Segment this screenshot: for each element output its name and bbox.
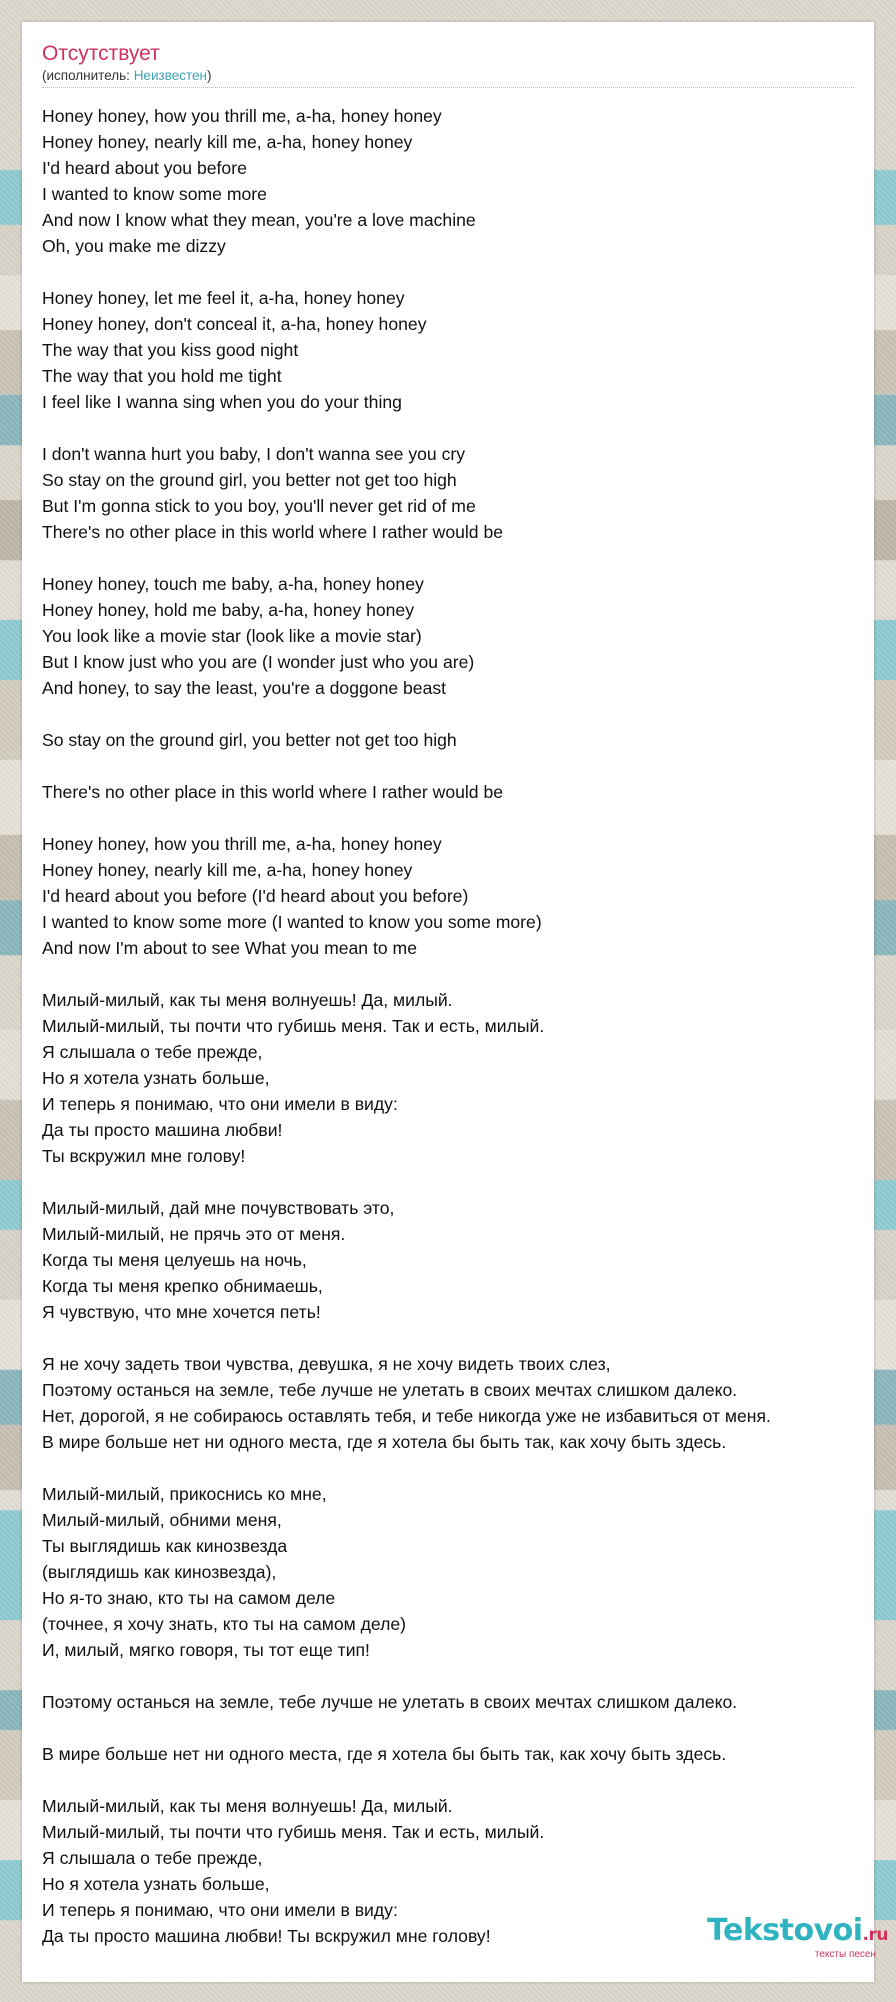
- lyrics-body: [42, 103, 896, 1949]
- lyric-line: Когда ты меня крепко обнимаешь,: [42, 1276, 323, 1296]
- lyric-line: The way that you hold me tight: [42, 366, 282, 386]
- blank-line: [42, 1169, 896, 1195]
- lyric-line: And honey, to say the least, you're a doggone beast: [42, 678, 447, 698]
- lyric-line: Да ты просто машина любви! Ты вскружил мне голову!: [42, 1926, 491, 1946]
- lyric-line: There's no other place in this world where I rather would be: [42, 522, 504, 542]
- lyric-line: Нет, дорогой, я не собираюсь оставлять тебя, и тебе никогда уже не избавиться от меня.: [42, 1406, 771, 1426]
- logo-name: Tekstovoi: [707, 1913, 863, 1948]
- lyric-line: Honey honey, touch me baby, a-ha, honey honey: [42, 574, 424, 594]
- lyric-line: Я не хочу задеть твои чувства, девушка, я не хочу видеть твоих слез,: [42, 1354, 611, 1374]
- content-panel: [22, 22, 874, 1982]
- artist-line: [42, 67, 854, 85]
- blank-line: [42, 1663, 896, 1689]
- lyric-line: I feel like I wanna sing when you do your thing: [42, 392, 402, 412]
- lyric-line: Да ты просто машина любви!: [42, 1120, 283, 1140]
- site-logo[interactable]: [707, 1913, 888, 1960]
- artist-link[interactable]: Неизвестен: [133, 68, 207, 83]
- lyric-line: Honey honey, how you thrill me, a-ha, honey honey: [42, 106, 442, 126]
- logo-wordmark: [707, 1913, 888, 1950]
- blank-line: [42, 753, 896, 779]
- lyric-line: Милый-милый, обними меня,: [42, 1510, 282, 1530]
- blank-line: [42, 1715, 896, 1741]
- lyric-line: Милый-милый, прикоснись ко мне,: [42, 1484, 327, 1504]
- lyric-line: Милый-милый, как ты меня волнуешь! Да, милый.: [42, 1796, 453, 1816]
- song-title: Отсутствует: [42, 42, 160, 65]
- lyric-line: И теперь я понимаю, что они имели в виду:: [42, 1094, 398, 1114]
- lyric-line: Милый-милый, ты почти что губишь меня. Так и есть, милый.: [42, 1016, 545, 1036]
- lyric-line: Oh, you make me dizzy: [42, 236, 226, 256]
- lyric-line: В мире больше нет ни одного места, где я хотела бы быть так, как хочу быть здесь.: [42, 1432, 727, 1452]
- lyric-line: Ты выглядишь как кинозвезда: [42, 1536, 288, 1556]
- lyric-line: Honey honey, hold me baby, a-ha, honey honey: [42, 600, 415, 620]
- lyric-line: И теперь я понимаю, что они имели в виду:: [42, 1900, 398, 1920]
- logo-tld: .ru: [862, 1925, 888, 1945]
- blank-line: [42, 1455, 896, 1481]
- lyric-line: И, милый, мягко говоря, ты тот еще тип!: [42, 1640, 370, 1660]
- blank-line: [42, 415, 896, 441]
- blank-line: [42, 805, 896, 831]
- lyric-line: (выглядишь как кинозвезда),: [42, 1562, 277, 1582]
- lyric-line: Милый-милый, как ты меня волнуешь! Да, милый.: [42, 990, 453, 1010]
- artist-prefix: (исполнитель:: [42, 68, 134, 83]
- song-header: [42, 40, 854, 88]
- blank-line: [42, 545, 896, 571]
- lyric-line: Но я-то знаю, кто ты на самом деле: [42, 1588, 336, 1608]
- lyric-line: I don't wanna hurt you baby, I don't wanna see you cry: [42, 444, 466, 464]
- lyric-line: Honey honey, don't conceal it, a-ha, honey honey: [42, 314, 427, 334]
- lyric-line: The way that you kiss good night: [42, 340, 299, 360]
- lyric-line: I'd heard about you before: [42, 158, 247, 178]
- lyric-line: Когда ты меня целуешь на ночь,: [42, 1250, 307, 1270]
- blank-line: [42, 1767, 896, 1793]
- lyric-line: But I know just who you are (I wonder just who you are): [42, 652, 475, 672]
- lyric-line: So stay on the ground girl, you better not get too high: [42, 730, 457, 750]
- lyric-line: Но я хотела узнать больше,: [42, 1874, 270, 1894]
- lyric-line: Honey honey, nearly kill me, a-ha, honey honey: [42, 860, 413, 880]
- blank-line: [42, 259, 896, 285]
- lyric-line: But I'm gonna stick to you boy, you'll never get rid of me: [42, 496, 476, 516]
- lyric-line: Honey honey, nearly kill me, a-ha, honey honey: [42, 132, 413, 152]
- lyric-line: В мире больше нет ни одного места, где я хотела бы быть так, как хочу быть здесь.: [42, 1744, 727, 1764]
- artist-suffix: ): [206, 68, 212, 83]
- lyric-line: Honey honey, how you thrill me, a-ha, honey honey: [42, 834, 442, 854]
- lyric-line: Поэтому останься на земле, тебе лучше не улетать в своих мечтах слишком далеко.: [42, 1692, 738, 1712]
- lyric-line: Милый-милый, ты почти что губишь меня. Так и есть, милый.: [42, 1822, 545, 1842]
- lyric-line: And now I'm about to see What you mean to me: [42, 938, 417, 958]
- lyric-line: Honey honey, let me feel it, a-ha, honey honey: [42, 288, 405, 308]
- lyric-line: Я слышала о тебе прежде,: [42, 1848, 263, 1868]
- lyric-line: Я слышала о тебе прежде,: [42, 1042, 263, 1062]
- blank-line: [42, 701, 896, 727]
- lyric-line: You look like a movie star (look like a movie star): [42, 626, 422, 646]
- blank-line: [42, 1325, 896, 1351]
- lyric-line: Милый-милый, не прячь это от меня.: [42, 1224, 346, 1244]
- lyric-line: So stay on the ground girl, you better not get too high: [42, 470, 457, 490]
- logo-tagline: тексты песен: [814, 1949, 876, 1960]
- blank-line: [42, 961, 896, 987]
- lyric-line: I wanted to know some more: [42, 184, 267, 204]
- lyric-line: Поэтому останься на земле, тебе лучше не улетать в своих мечтах слишком далеко.: [42, 1380, 738, 1400]
- lyric-line: I'd heard about you before (I'd heard about you before): [42, 886, 469, 906]
- lyric-line: I wanted to know some more (I wanted to know you some more): [42, 912, 542, 932]
- lyric-line: Ты вскружил мне голову!: [42, 1146, 246, 1166]
- lyric-line: Но я хотела узнать больше,: [42, 1068, 270, 1088]
- lyric-line: There's no other place in this world where I rather would be: [42, 782, 504, 802]
- lyric-line: And now I know what they mean, you're a love machine: [42, 210, 476, 230]
- lyric-line: Я чувствую, что мне хочется петь!: [42, 1302, 321, 1322]
- lyric-line: (точнее, я хочу знать, кто ты на самом деле): [42, 1614, 407, 1634]
- lyric-line: Милый-милый, дай мне почувствовать это,: [42, 1198, 395, 1218]
